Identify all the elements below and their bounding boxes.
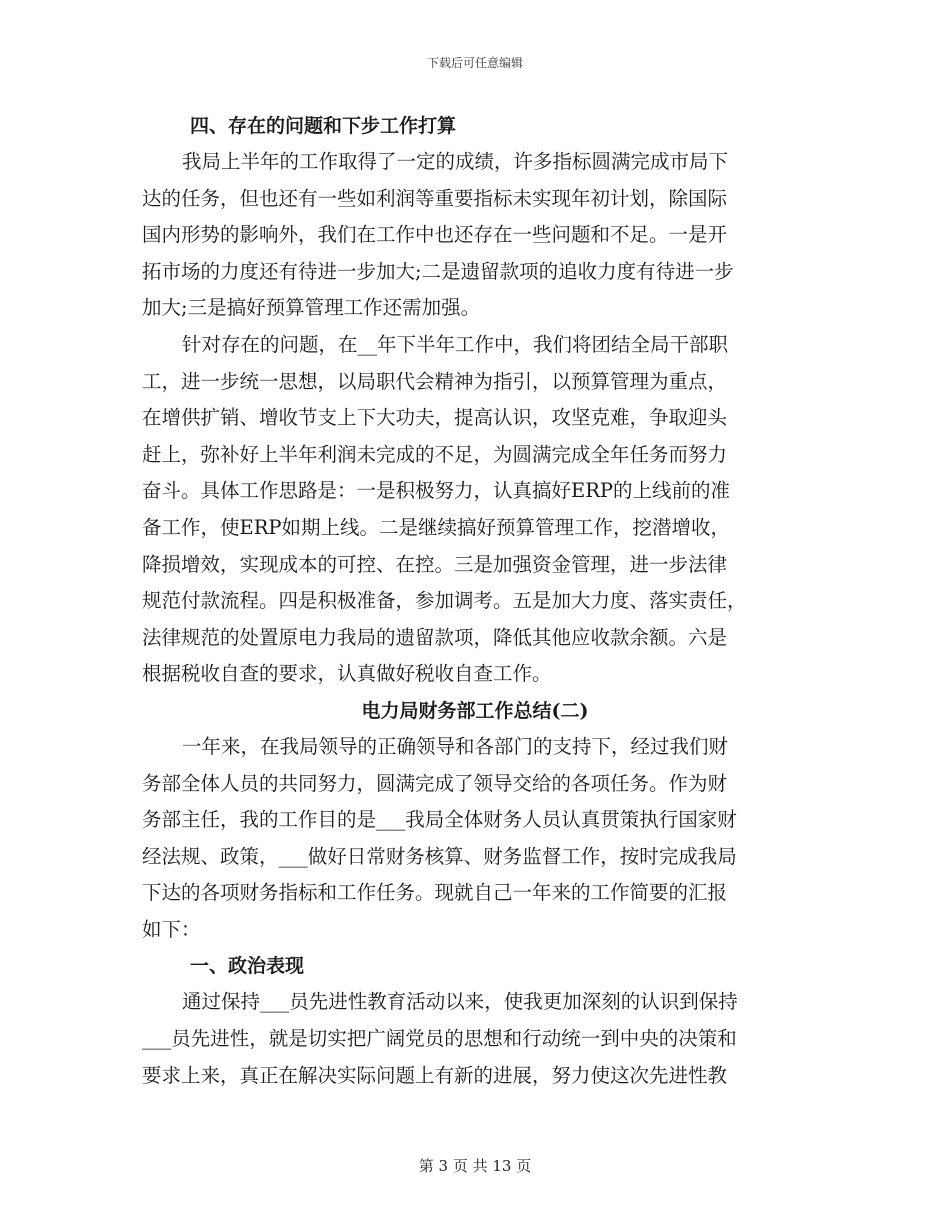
text-line: 下达的各项财务指标和工作任务。现就自己一年来的工作简要的汇报 <box>142 881 728 905</box>
text-line: 加大;三是搞好预算管理工作还需加强。 <box>142 296 481 320</box>
text-line: 一年来，在我局领导的正确领导和各部门的支持下，经过我们财 <box>182 734 729 758</box>
paragraph-next-steps <box>142 327 808 693</box>
section-heading-problems: 四、存在的问题和下步工作打算 <box>190 115 457 137</box>
text-line: 规范付款流程。四是积极准备，参加调考。五是加大力度、落实责任， <box>142 589 747 613</box>
document-body <box>142 108 808 1094</box>
article-title: 电力局财务部工作总结(二) <box>361 699 589 722</box>
text-line: 在增供扩销、增收节支上下大功夫，提高认识，攻坚克难，争取迎头 <box>142 406 728 430</box>
text-line: 国内形势的影响外，我们在工作中也还存在一些问题和不足。一是开 <box>142 223 728 247</box>
text-line: 务部主任，我的工作目的是___我局全体财务人员认真贯策执行国家财 <box>142 808 737 832</box>
text-line: 我局上半年的工作取得了一定的成绩，许多指标圆满完成市局下 <box>182 150 729 173</box>
text-line: 奋斗。具体工作思路是：一是积极努力，认真搞好ERP的上线前的准 <box>142 479 731 503</box>
text-line: 针对存在的问题，在__年下半年工作中，我们将团结全局干部职 <box>182 332 729 356</box>
text-line: ___员先进性，就是切实把广阔党员的思想和行动统一到中央的决策和 <box>142 1027 737 1051</box>
text-line: 根据税收自查的要求，认真做好税收自查工作。 <box>142 662 552 686</box>
page-number: 第 3 页 共 13 页 <box>418 1157 532 1175</box>
text-line: 工，进一步统一思想，以局职代会精神为指引，以预算管理为重点， <box>142 369 728 393</box>
section-heading-political: 一、政治表现 <box>190 955 305 978</box>
paragraph-intro <box>142 729 808 949</box>
paragraph-political <box>142 984 808 1094</box>
text-line: 赶上，弥补好上半年利润未完成的不足，为圆满完成全年任务而努力 <box>142 442 728 466</box>
text-line: 达的任务，但也还有一些如利润等重要指标未实现年初计划，除国际 <box>142 186 728 210</box>
paragraph-achievements <box>142 144 808 327</box>
text-line: 经法规、政策，___做好日常财务核算、财务监督工作，按时完成我局 <box>142 844 737 868</box>
text-line: 降损增效，实现成本的可控、在控。三是加强资金管理，进一步法律 <box>142 552 728 576</box>
text-line: 通过保持___员先进性教育活动以来，使我更加深刻的认识到保持 <box>182 990 738 1014</box>
text-line: 备工作，使ERP如期上线。二是继续搞好预算管理工作，挖潜增收， <box>142 515 731 539</box>
text-line: 要求上来，真正在解决实际问题上有新的进展，努力使这次先进性教 <box>142 1063 728 1087</box>
text-line: 法律规范的处置原电力我局的遗留款项，降低其他应收款余额。六是 <box>142 625 728 649</box>
text-line: 拓市场的力度还有待进一步加大;二是遗留款项的追收力度有待进一步 <box>142 259 734 283</box>
text-line: 务部全体人员的共同努力，圆满完成了领导交给的各项任务。作为财 <box>142 771 728 795</box>
page-header-note: 下载后可任意编辑 <box>426 56 523 70</box>
text-line: 如下： <box>142 917 201 941</box>
